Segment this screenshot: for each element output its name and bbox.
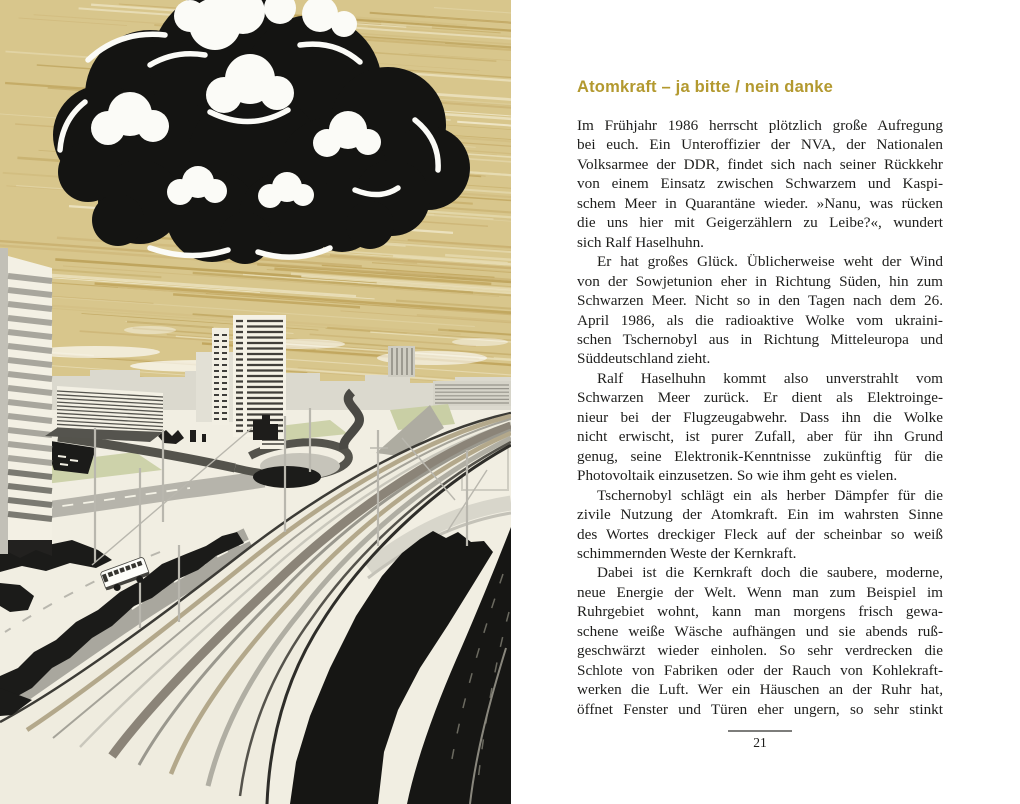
text-line: bei euch. Ein Unteroffizier der NVA, der Nationalen bbox=[577, 136, 943, 154]
text-line: des Wortes dreckiger Fleck auf der scheinbar so weiß bbox=[577, 525, 943, 543]
footer-rule bbox=[728, 730, 792, 732]
page-footer bbox=[577, 730, 943, 751]
striped-tower-left bbox=[8, 256, 52, 558]
text-line: geschwärzt wieder einholen. So sehr verdrecken die bbox=[577, 642, 943, 660]
left-edge-strip bbox=[0, 248, 8, 554]
small-vertical-striped-building bbox=[388, 346, 415, 377]
chapter-heading: Atomkraft – ja bitte / nein danke bbox=[577, 78, 833, 96]
text-line: von einem Einsatz zwischen Schwarzem und Kaspi- bbox=[577, 175, 943, 193]
text-line: Dabei ist die Kernkraft doch die saubere, moderne, bbox=[597, 564, 943, 582]
text-line: April 1986, als die radioaktive Wolke vom ukraini- bbox=[577, 311, 943, 329]
text-line: schem Meer in Quarantäne wieder. »Nanu, was rücken bbox=[577, 194, 943, 212]
text-line: öffnet Fenster und Türen eher ungern, so sehr stinkt bbox=[577, 700, 943, 718]
text-line: genug, seine Elektronik-Kenntnisse zukünftig für die bbox=[577, 447, 943, 465]
text-page bbox=[577, 0, 943, 804]
text-line: Photovoltaik einzusetzen. So wie ihm geht es vielen. bbox=[577, 467, 898, 485]
text-line: sich Ralf Haselhuhn. bbox=[577, 233, 704, 251]
page-number: 21 bbox=[753, 735, 767, 750]
text-line: schene weiße Wäsche aufhängen und sie abends ruß- bbox=[577, 622, 943, 640]
text-line: Ruhrgebiet wohnt, kann man morgens frisch gewa- bbox=[577, 603, 943, 621]
text-line: Er hat großes Glück. Üblicherweise weht der Wind bbox=[597, 253, 943, 271]
text-line: die uns hier mit Geigerzählern zu Leibe?«, wundert bbox=[577, 214, 943, 232]
text-line: Schwarzen Meer. Nicht so in den Tagen nach dem 26. bbox=[577, 292, 943, 310]
text-line: neue Energie der Welt. Wenn man zum Beispiel im bbox=[577, 583, 943, 601]
text-line: nieur bei der Flugzeugabwehr. Dass ihn die Wolke bbox=[577, 408, 943, 426]
text-line: schen Tschernobyl aus in Richtung Mitteleuropa und bbox=[577, 330, 943, 348]
text-line: Volksarmee der DDR, findet sich nach seiner Rückkehr bbox=[577, 155, 943, 173]
text-line: Tschernobyl schlägt ein als herber Dämpfer für die bbox=[597, 486, 943, 504]
body-text bbox=[577, 116, 943, 719]
narrow-tower bbox=[212, 328, 229, 425]
text-line: schimmernden Weste der Kernkraft. bbox=[577, 544, 797, 562]
text-line: von der Sowjetunion eher in Richtung Süden, hin zum bbox=[577, 272, 943, 290]
text-line: Schwarzen Meer zurück. Er dient als Elektroinge- bbox=[577, 389, 943, 407]
text-line: zivile Nutzung der Atomkraft. Ein im wahrsten Sinne bbox=[577, 506, 943, 524]
right-slab-building bbox=[433, 381, 511, 406]
striped-slab-building bbox=[45, 386, 163, 442]
text-line: Süddeutschland zieht. bbox=[577, 350, 711, 368]
text-line: Schlote von Fabriken oder der Rauch von Kohlekraft- bbox=[577, 661, 943, 679]
text-line: nicht erwischt, ist purer Zufall, aber für ihn Grund bbox=[577, 428, 943, 446]
text-line: werken die Luft. Wer ein Häuschen an der Ruhr hat, bbox=[577, 681, 943, 699]
text-line: Im Frühjahr 1986 herrscht plötzlich große Aufregung bbox=[577, 117, 943, 134]
text-line: Ralf Haselhuhn kommt also unverstrahlt vom bbox=[597, 369, 943, 387]
